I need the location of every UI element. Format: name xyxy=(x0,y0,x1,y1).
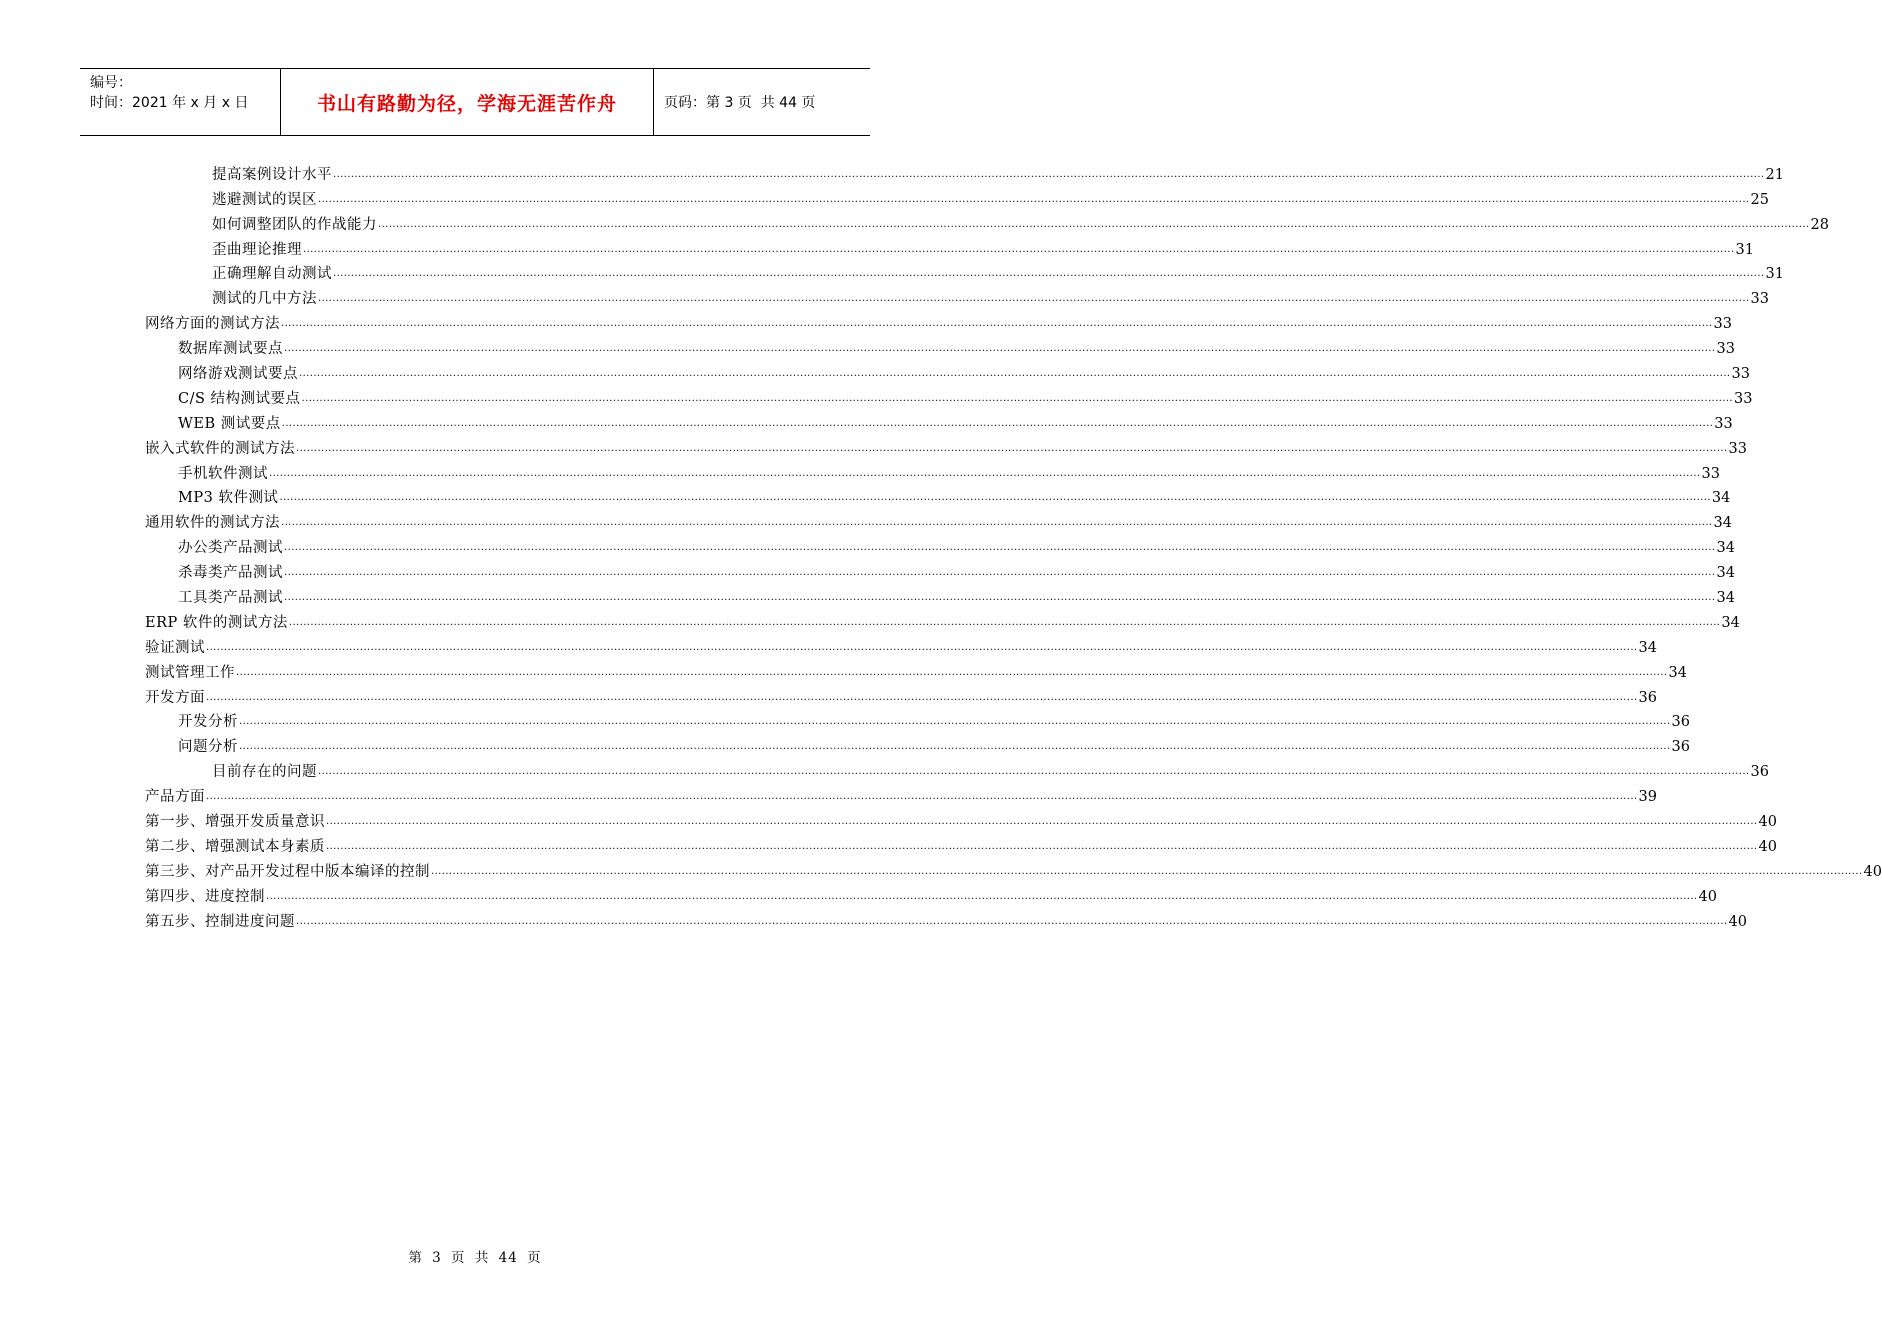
toc-entry-title: 通用软件的测试方法 xyxy=(145,515,280,532)
toc-dot-leader: ................................................................................................................................................................................................................................................................................................................................................................................................................ xyxy=(266,890,1698,902)
toc-entry[interactable] xyxy=(145,533,1735,558)
toc-entry[interactable] xyxy=(145,658,1687,683)
toc-entry-page: 31 xyxy=(1765,266,1784,283)
toc-entry-page: 33 xyxy=(1750,291,1769,308)
toc-dot-leader: ................................................................................................................................................................................................................................................................................................................................................................................................................ xyxy=(326,816,1758,828)
toc-entry-title: 目前存在的问题 xyxy=(212,764,317,781)
toc-dot-leader: ................................................................................................................................................................................................................................................................................................................................................................................................................ xyxy=(284,592,1716,604)
toc-dot-leader: ................................................................................................................................................................................................................................................................................................................................................................................................................ xyxy=(281,517,1713,529)
toc-entry-title: 提高案例设计水平 xyxy=(212,166,332,183)
toc-dot-leader: ................................................................................................................................................................................................................................................................................................................................................................................................................ xyxy=(431,865,1863,877)
toc-entry[interactable] xyxy=(145,583,1735,608)
toc-entry[interactable] xyxy=(145,882,1717,907)
toc-entry-page: 36 xyxy=(1671,714,1690,731)
toc-entry[interactable] xyxy=(145,459,1720,484)
toc-entry-page: 36 xyxy=(1671,739,1690,756)
toc-dot-leader: ................................................................................................................................................................................................................................................................................................................................................................................................................ xyxy=(284,542,1716,554)
toc-dot-leader: ................................................................................................................................................................................................................................................................................................................................................................................................................ xyxy=(206,641,1638,653)
toc-entry-page: 34 xyxy=(1668,664,1687,681)
toc-entry-page: 34 xyxy=(1716,540,1735,557)
table-of-contents xyxy=(145,160,1882,932)
toc-entry-page: 36 xyxy=(1750,764,1769,781)
toc-entry-page: 34 xyxy=(1716,565,1735,582)
toc-dot-leader: ................................................................................................................................................................................................................................................................................................................................................................................................................ xyxy=(236,666,1668,678)
toc-dot-leader: ................................................................................................................................................................................................................................................................................................................................................................................................................ xyxy=(318,193,1750,205)
toc-entry-page: 40 xyxy=(1863,863,1882,880)
toc-entry-page: 34 xyxy=(1721,614,1740,631)
toc-entry-title: 数据库测试要点 xyxy=(178,341,283,358)
toc-dot-leader: ................................................................................................................................................................................................................................................................................................................................................................................................................ xyxy=(378,218,1810,230)
toc-entry[interactable] xyxy=(145,284,1769,309)
toc-entry[interactable] xyxy=(145,832,1777,857)
toc-entry-title: 正确理解自动测试 xyxy=(212,266,332,283)
toc-dot-leader: ................................................................................................................................................................................................................................................................................................................................................................................................................ xyxy=(279,492,1711,504)
toc-dot-leader: ................................................................................................................................................................................................................................................................................................................................................................................................................ xyxy=(296,442,1728,454)
toc-entry[interactable] xyxy=(145,359,1750,384)
toc-entry[interactable] xyxy=(145,633,1657,658)
toc-entry-page: 25 xyxy=(1750,191,1769,208)
toc-entry-page: 21 xyxy=(1765,166,1784,183)
toc-dot-leader: ................................................................................................................................................................................................................................................................................................................................................................................................................ xyxy=(333,168,1765,180)
toc-entry-title: 第一步、增强开发质量意识 xyxy=(145,814,325,831)
toc-entry[interactable] xyxy=(145,508,1732,533)
toc-entry-page: 33 xyxy=(1731,366,1750,383)
toc-dot-leader: ................................................................................................................................................................................................................................................................................................................................................................................................................ xyxy=(281,318,1713,330)
toc-entry[interactable] xyxy=(145,782,1657,807)
toc-entry-title: 网络游戏测试要点 xyxy=(178,366,298,383)
toc-entry-title: 产品方面 xyxy=(145,789,205,806)
toc-entry-title: 开发分析 xyxy=(178,714,238,731)
toc-entry-page: 34 xyxy=(1713,515,1732,532)
toc-dot-leader: ................................................................................................................................................................................................................................................................................................................................................................................................................ xyxy=(206,791,1638,803)
toc-entry-page: 33 xyxy=(1714,415,1733,432)
toc-entry[interactable] xyxy=(145,309,1732,334)
header-meta-cell xyxy=(80,69,281,135)
toc-entry[interactable] xyxy=(145,334,1735,359)
toc-entry[interactable] xyxy=(145,558,1735,583)
toc-entry-title: MP3 软件测试 xyxy=(178,490,279,507)
toc-dot-leader: ................................................................................................................................................................................................................................................................................................................................................................................................................ xyxy=(206,691,1638,703)
toc-dot-leader: ................................................................................................................................................................................................................................................................................................................................................................................................................ xyxy=(284,343,1716,355)
toc-entry-page: 39 xyxy=(1638,789,1657,806)
page-footer: 第 3 页 共 44 页 xyxy=(408,1250,542,1266)
toc-entry-page: 40 xyxy=(1728,913,1747,930)
toc-entry[interactable] xyxy=(145,732,1690,757)
toc-entry-title: 第二步、增强测试本身素质 xyxy=(145,838,325,855)
toc-entry-title: 嵌入式软件的测试方法 xyxy=(145,440,295,457)
toc-entry[interactable] xyxy=(145,484,1731,509)
header-motto-cell xyxy=(281,69,654,135)
toc-entry-title: 逃避测试的误区 xyxy=(212,191,317,208)
toc-entry[interactable] xyxy=(145,708,1690,733)
toc-entry[interactable] xyxy=(145,185,1769,210)
toc-entry[interactable] xyxy=(145,907,1747,932)
toc-dot-leader: ................................................................................................................................................................................................................................................................................................................................................................................................................ xyxy=(296,915,1728,927)
toc-entry-page: 31 xyxy=(1735,241,1754,258)
time-label: 时间：2021 年 x 月 x 日 xyxy=(90,95,249,111)
toc-dot-leader: ................................................................................................................................................................................................................................................................................................................................................................................................................ xyxy=(288,616,1721,628)
number-label: 编号： xyxy=(90,75,132,91)
toc-dot-leader: ................................................................................................................................................................................................................................................................................................................................................................................................................ xyxy=(269,467,1701,479)
toc-dot-leader: ................................................................................................................................................................................................................................................................................................................................................................................................................ xyxy=(318,766,1750,778)
toc-entry-page: 34 xyxy=(1638,639,1657,656)
motto-text: 书山有路勤为径，学海无涯苦作舟 xyxy=(316,92,617,115)
toc-entry-page: 40 xyxy=(1698,888,1717,905)
toc-entry[interactable] xyxy=(145,409,1733,434)
toc-entry-page: 33 xyxy=(1728,440,1747,457)
toc-dot-leader: ................................................................................................................................................................................................................................................................................................................................................................................................................ xyxy=(333,268,1765,280)
toc-entry-page: 34 xyxy=(1711,490,1731,507)
toc-entry-title: 网络方面的测试方法 xyxy=(145,316,280,333)
toc-dot-leader: ................................................................................................................................................................................................................................................................................................................................................................................................................ xyxy=(303,243,1735,255)
page-header xyxy=(80,68,870,136)
toc-entry[interactable] xyxy=(145,434,1747,459)
toc-entry-title: C/S 结构测试要点 xyxy=(178,390,301,407)
toc-entry-page: 34 xyxy=(1716,590,1735,607)
toc-entry-page: 36 xyxy=(1638,689,1657,706)
toc-dot-leader: ................................................................................................................................................................................................................................................................................................................................................................................................................ xyxy=(239,741,1671,753)
toc-entry-page: 28 xyxy=(1810,216,1829,233)
toc-entry-page: 33 xyxy=(1701,465,1720,482)
toc-dot-leader: ................................................................................................................................................................................................................................................................................................................................................................................................................ xyxy=(326,840,1758,852)
toc-entry-title: 办公类产品测试 xyxy=(178,540,283,557)
toc-entry-page: 33 xyxy=(1716,341,1735,358)
toc-entry[interactable] xyxy=(145,160,1784,185)
toc-entry-title: 第三步、对产品开发过程中版本编译的控制 xyxy=(145,863,430,880)
toc-entry[interactable] xyxy=(145,235,1754,260)
toc-entry-title: 手机软件测试 xyxy=(178,465,268,482)
toc-entry-title: 第五步、控制进度问题 xyxy=(145,913,295,930)
toc-entry-title: 问题分析 xyxy=(178,739,238,756)
page-info-text: 页码：第 3 页 共 44 页 xyxy=(664,95,816,111)
toc-entry[interactable] xyxy=(145,210,1829,235)
toc-dot-leader: ................................................................................................................................................................................................................................................................................................................................................................................................................ xyxy=(301,392,1734,404)
toc-entry-title: 验证测试 xyxy=(145,639,205,656)
toc-dot-leader: ................................................................................................................................................................................................................................................................................................................................................................................................................ xyxy=(281,417,1714,429)
toc-entry-title: 歪曲理论推理 xyxy=(212,241,302,258)
toc-entry-title: 第四步、进度控制 xyxy=(145,888,265,905)
toc-entry[interactable] xyxy=(145,608,1740,633)
toc-entry[interactable] xyxy=(145,757,1769,782)
toc-entry-title: WEB 测试要点 xyxy=(178,415,281,432)
toc-entry-page: 33 xyxy=(1734,390,1753,407)
toc-entry-page: 33 xyxy=(1713,316,1732,333)
toc-entry-title: 工具类产品测试 xyxy=(178,590,283,607)
toc-entry-title: ERP 软件的测试方法 xyxy=(145,614,288,631)
toc-entry-title: 测试管理工作 xyxy=(145,664,235,681)
toc-entry[interactable] xyxy=(145,384,1753,409)
toc-entry-title: 杀毒类产品测试 xyxy=(178,565,283,582)
toc-entry-title: 如何调整团队的作战能力 xyxy=(212,216,377,233)
toc-entry-title: 开发方面 xyxy=(145,689,205,706)
toc-entry-page: 40 xyxy=(1758,814,1777,831)
header-page-cell xyxy=(654,69,870,135)
toc-dot-leader: ................................................................................................................................................................................................................................................................................................................................................................................................................ xyxy=(318,293,1750,305)
toc-entry[interactable] xyxy=(145,683,1657,708)
toc-dot-leader: ................................................................................................................................................................................................................................................................................................................................................................................................................ xyxy=(284,567,1716,579)
toc-entry-page: 40 xyxy=(1758,838,1777,855)
toc-entry[interactable] xyxy=(145,857,1882,882)
toc-entry-title: 测试的几中方法 xyxy=(212,291,317,308)
toc-entry[interactable] xyxy=(145,807,1777,832)
toc-dot-leader: ................................................................................................................................................................................................................................................................................................................................................................................................................ xyxy=(239,716,1671,728)
toc-dot-leader: ................................................................................................................................................................................................................................................................................................................................................................................................................ xyxy=(299,368,1731,380)
toc-entry[interactable] xyxy=(145,260,1784,285)
